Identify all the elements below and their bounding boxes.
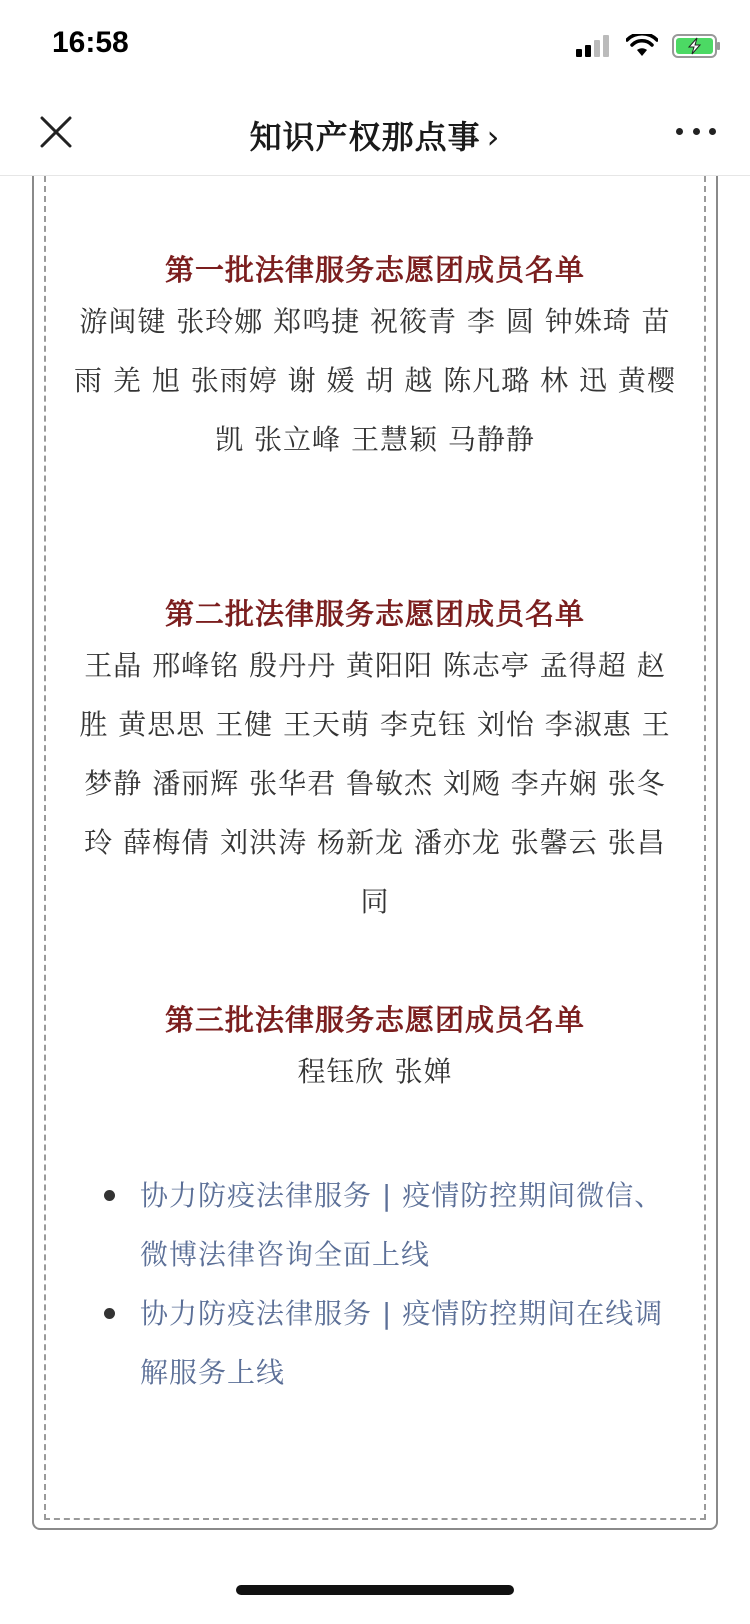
status-bar <box>0 0 750 90</box>
status-icons <box>576 34 722 58</box>
bullet-icon <box>104 1308 115 1319</box>
batch-3-section <box>72 998 678 1101</box>
related-link-text[interactable]: 协力防疫法律服务 | 疫情防控期间微信、微博法律咨询全面上线 <box>140 1179 664 1271</box>
nav-bar <box>0 90 750 176</box>
batch-1-section <box>72 248 678 469</box>
battery-charging-icon <box>672 34 722 58</box>
more-icon[interactable] <box>676 128 716 138</box>
wifi-icon <box>626 34 658 58</box>
batch-2-names: 王晶 邢峰铭 殷丹丹 黄阳阳 陈志亭 孟得超 赵胜 黄思思 王健 王天萌 李克钰 刘怡 李淑惠 王梦静 潘丽辉 张华君 鲁敏杰 刘飏 李卉娴 张冬玲 薛梅倩 刘洪涛 杨新龙 潘亦龙 张馨云 张昌同 <box>79 649 671 918</box>
related-link-text[interactable]: 协力防疫法律服务 | 疫情防控期间在线调解服务上线 <box>140 1297 664 1389</box>
related-link-item[interactable] <box>100 1166 680 1284</box>
related-link-item[interactable] <box>100 1284 680 1402</box>
batch-1-names: 游闽键 张玲娜 郑鸣捷 祝筱青 李 圆 钟姝琦 苗 雨 羌 旭 张雨婷 谢 媛 胡 越 陈凡璐 林 迅 黄樱凯 张立峰 王慧颖 马静静 <box>74 305 676 456</box>
chevron-right-icon: › <box>486 118 501 156</box>
status-time: 16:58 <box>52 26 129 59</box>
batch-2-section <box>72 592 678 931</box>
batch-3-names: 程钰欣 张婵 <box>297 1055 453 1088</box>
related-links-list <box>100 1166 680 1402</box>
batch-3-title: 第三批法律服务志愿团成员名单 <box>164 1003 585 1037</box>
account-title-link[interactable] <box>0 112 750 158</box>
batch-1-title: 第一批法律服务志愿团成员名单 <box>164 253 585 287</box>
cellular-signal-icon <box>576 35 612 57</box>
home-indicator[interactable] <box>236 1585 514 1595</box>
batch-2-title: 第二批法律服务志愿团成员名单 <box>164 597 585 631</box>
account-name: 知识产权那点事 <box>249 118 481 156</box>
bullet-icon <box>104 1190 115 1201</box>
